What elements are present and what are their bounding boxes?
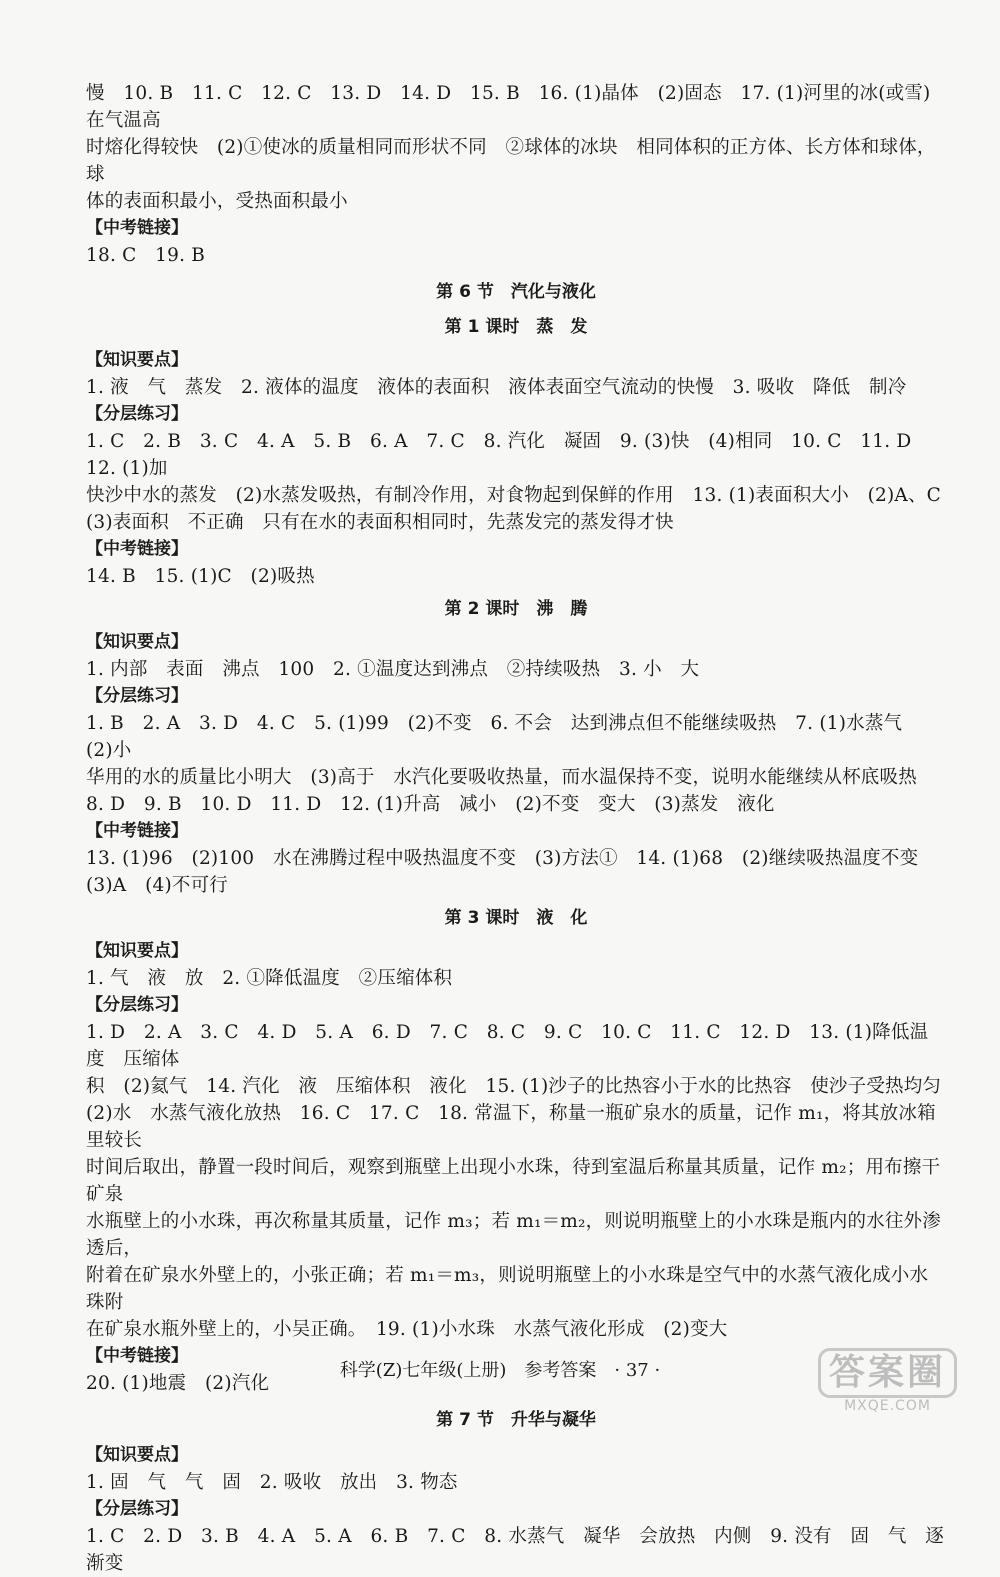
knowledge-tag: 【知识要点】 [86,941,188,961]
page-footer: 科学(Z)七年级(上册) 参考答案 · 37 · [339,1360,661,1381]
lesson-3-title: 第 3 课时 液 化 [444,908,588,928]
knowledge-tag: 【知识要点】 [86,1445,188,1465]
answer-line: 1. B 2. A 3. D 4. C 5. (1)99 (2)不变 6. 不会 达到沸点但不能继续吸热 7. (1)水蒸气 (2)小 [86,713,921,761]
answer-line: 积 (2)氦气 14. 汽化 液 压缩体积 液化 15. (1)沙子的比热容小于水的比热容 使沙子受热均匀 [86,1076,942,1097]
answer-line: 14. B 15. (1)C (2)吸热 [86,566,315,587]
answer-line: 1. 气 液 放 2. ①降低温度 ②压缩体积 [86,968,453,989]
practice-tag: 【分层练习】 [86,404,188,424]
section-7-title: 第 7 节 升华与凝华 [436,1410,596,1430]
answer-line: 1. 固 气 气 固 2. 吸收 放出 3. 物态 [86,1472,458,1493]
answer-line: (3)表面积 不正确 只有在水的表面积相同时，先蒸发完的蒸发得才快 [86,512,674,533]
answer-line: 1. C 2. D 3. B 4. A 5. A 6. B 7. C 8. 水蒸气 凝华 会放热 内侧 9. 没有 固 气 逐渐变 [86,1526,944,1574]
answer-line: 华用的水的质量比小明大 (3)高于 水汽化要吸收热量，而水温保持不变，说明水能继续从杯底吸热 [86,767,917,788]
answer-line: 慢 10. B 11. C 12. C 13. D 14. D 15. B 16. (1)晶体 (2)固态 17. (1)河里的冰(或雪)在气温高 [86,83,931,131]
practice-tag: 【分层练习】 [86,686,188,706]
lesson-2-title: 第 2 课时 沸 腾 [444,599,588,619]
answer-line: 1. 液 气 蒸发 2. 液体的温度 液体的表面积 液体表面空气流动的快慢 3. 吸收 降低 制冷 [86,377,907,398]
exam-link-tag: 【中考链接】 [86,218,188,238]
answer-line: 1. D 2. A 3. C 4. D 5. A 6. D 7. C 8. C 9. C 10. C 11. C 12. D 13. (1)降低温度 压缩体 [86,1022,929,1070]
answer-line: 18. C 19. B [86,245,206,266]
watermark-url: MXQE.COM [844,1398,931,1414]
answer-line: 1. 内部 表面 沸点 100 2. ①温度达到沸点 ②持续吸热 3. 小 大 [86,659,700,680]
answer-line: 13. (1)96 (2)100 水在沸腾过程中吸热温度不变 (3)方法① 14. (1)68 (2)继续吸热温度不变 [86,848,919,869]
exam-link-tag: 【中考链接】 [86,821,188,841]
knowledge-tag: 【知识要点】 [86,632,188,652]
answer-line: 在矿泉水瓶外壁上的，小吴正确。 19. (1)小水珠 水蒸气液化形成 (2)变大 [86,1319,728,1340]
watermark-text: 答案圈 [818,1348,957,1398]
answer-line: 1. C 2. B 3. C 4. A 5. B 6. A 7. C 8. 汽化 凝固 9. (3)快 (4)相同 10. C 11. D 12. (1)加 [86,431,931,479]
section-6-title: 第 6 节 汽化与液化 [436,282,596,302]
answer-line: 附着在矿泉水外壁上的，小张正确；若 m₁＝m₃，则说明瓶壁上的小水珠是空气中的水蒸气液化成小水珠附 [86,1265,929,1313]
practice-tag: 【分层练习】 [86,995,188,1015]
answer-line: 20. (1)地震 (2)汽化 [86,1373,270,1394]
knowledge-tag: 【知识要点】 [86,350,188,370]
answer-line: (3)A (4)不可行 [86,875,228,896]
answer-line: 8. D 9. B 10. D 11. D 12. (1)升高 减小 (2)不变 变大 (3)蒸发 液化 [86,794,775,815]
practice-tag: 【分层练习】 [86,1499,188,1519]
watermark-logo [795,1351,980,1414]
lesson-1-title: 第 1 课时 蒸 发 [444,317,588,337]
answer-line: (2)水 水蒸气液化放热 16. C 17. C 18. 常温下，称量一瓶矿泉水的质量，记作 m₁，将其放冰箱里较长 [86,1103,936,1151]
answer-line: 水瓶壁上的小水珠，再次称量其质量，记作 m₃；若 m₁＝m₂，则说明瓶壁上的小水珠是瓶内的水往外渗透后， [86,1211,941,1259]
answer-line: 时间后取出，静置一段时间后，观察到瓶壁上出现小水珠，待到室温后称量其质量，记作 m₂；用布擦干矿泉 [86,1157,941,1205]
answer-line: 体的表面积最小，受热面积最小 [86,191,348,212]
exam-link-tag: 【中考链接】 [86,1346,188,1366]
answer-line: 快沙中水的蒸发 (2)水蒸发吸热，有制冷作用，对食物起到保鲜的作用 13. (1)表面积大小 (2)A、C [86,485,942,506]
exam-link-tag: 【中考链接】 [86,539,188,559]
answer-line: 时熔化得较快 (2)①使冰的质量相同而形状不同 ②球体的冰块 相同体积的正方体、长方体和球体，球 [86,137,936,185]
